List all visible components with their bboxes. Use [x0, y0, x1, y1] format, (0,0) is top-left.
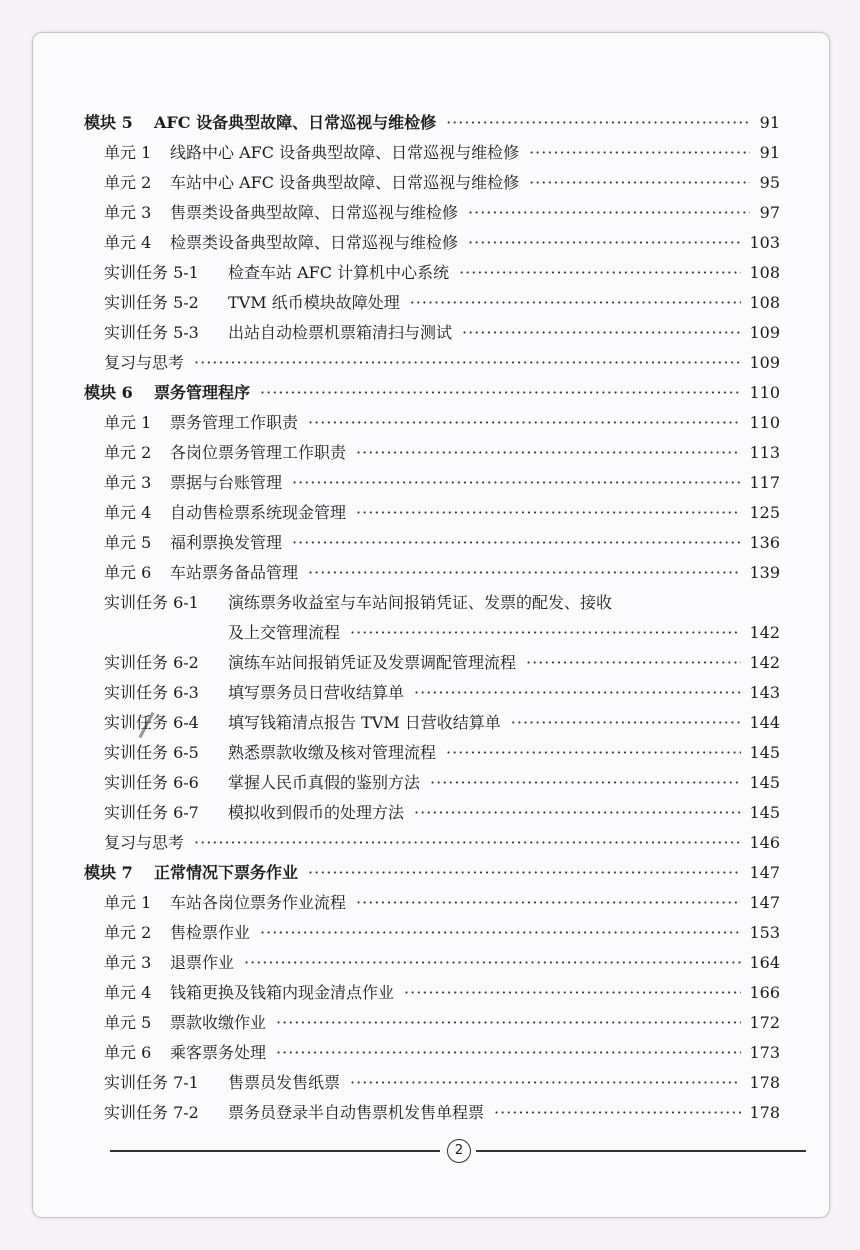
toc-entry[interactable] [84, 438, 780, 468]
toc-entry-label: 实训任务 6-6 [104, 773, 199, 792]
toc-page-number: 110 [749, 383, 780, 402]
toc-entry-label: 单元 2 [104, 173, 152, 192]
leader-dots [430, 768, 741, 798]
toc-entry-title: 票务员登录半自动售票机发售单程票 [228, 1103, 485, 1122]
toc-page-number: 145 [749, 743, 780, 762]
toc-page-number: 136 [749, 533, 780, 552]
leader-dots [194, 828, 741, 858]
leader-dots [350, 1068, 741, 1098]
toc-entry[interactable] [84, 588, 780, 618]
toc-entry-title: 售检票作业 [170, 923, 251, 942]
toc-entry[interactable] [84, 258, 780, 288]
toc-entry-title: 检票类设备典型故障、日常巡视与维检修 [170, 233, 459, 252]
toc-entry-title: 自动售检票系统现金管理 [170, 503, 347, 522]
toc-module-entry[interactable] [84, 108, 780, 138]
toc-entry[interactable] [84, 1068, 780, 1098]
toc-page-number: 103 [749, 233, 780, 252]
leader-dots [308, 858, 741, 888]
toc-entry[interactable] [84, 198, 780, 228]
toc-entry-label: 单元 4 [104, 983, 152, 1002]
toc-entry[interactable] [84, 468, 780, 498]
toc-page-number: 166 [749, 983, 780, 1002]
toc-page-number: 147 [749, 863, 780, 882]
leader-dots [276, 1008, 741, 1038]
toc-entry-label: 单元 4 [104, 233, 152, 252]
toc-entry-title: AFC 设备典型故障、日常巡视与维检修 [154, 113, 437, 132]
toc-entry-label: 实训任务 6-5 [104, 743, 199, 762]
leader-dots [529, 138, 750, 168]
page-footer [110, 1143, 806, 1158]
toc-entry[interactable] [84, 648, 780, 678]
toc-entry-title: 正常情况下票务作业 [154, 863, 299, 882]
toc-page-number: 91 [759, 113, 780, 132]
leader-dots [260, 918, 741, 948]
toc-entry-label: 单元 6 [104, 1043, 152, 1062]
toc-entry[interactable] [84, 348, 780, 378]
table-of-contents [84, 108, 780, 1128]
toc-entry-label: 实训任务 6-1 [104, 593, 199, 612]
toc-entry-title: 票款收缴作业 [170, 1013, 267, 1032]
toc-page-number: 164 [749, 953, 780, 972]
toc-entry[interactable] [84, 918, 780, 948]
toc-entry-label: 单元 5 [104, 1013, 152, 1032]
toc-page-number: 113 [749, 443, 780, 462]
toc-entry-label: 单元 4 [104, 503, 152, 522]
toc-page-number: 145 [749, 803, 780, 822]
toc-page-number: 145 [749, 773, 780, 792]
leader-dots [404, 978, 741, 1008]
leader-dots [194, 348, 741, 378]
toc-entry-title: 出站自动检票机票箱清扫与测试 [228, 323, 453, 342]
toc-entry-label: 模块 5 [84, 113, 133, 132]
leader-dots [446, 108, 750, 138]
toc-page-number: 97 [759, 203, 780, 222]
toc-entry-label: 单元 6 [104, 563, 152, 582]
toc-page-number: 153 [749, 923, 780, 942]
toc-page-number: 95 [759, 173, 780, 192]
toc-entry-label: 单元 3 [104, 953, 152, 972]
toc-entry-label: 实训任务 6-2 [104, 653, 199, 672]
toc-page-number: 143 [749, 683, 780, 702]
toc-entry-title-cont: 及上交管理流程 [228, 623, 341, 642]
toc-entry-label: 实训任务 6-7 [104, 803, 199, 822]
toc-entry-label: 实训任务 5-2 [104, 293, 199, 312]
leader-dots [350, 618, 741, 648]
toc-page-number: 110 [749, 413, 780, 432]
leader-dots [494, 1098, 741, 1128]
toc-entry-label: 实训任务 5-3 [104, 323, 199, 342]
toc-entry-title: 演练票务收益室与车站间报销凭证、发票的配发、接收 [228, 593, 613, 612]
toc-entry-label: 单元 3 [104, 203, 152, 222]
toc-page-number: 117 [749, 473, 780, 492]
toc-module-entry[interactable] [84, 378, 780, 408]
toc-page-number: 146 [749, 833, 780, 852]
toc-entry-title: TVM 纸币模块故障处理 [228, 293, 400, 312]
leader-dots [468, 198, 750, 228]
toc-entry-title: 填写钱箱清点报告 TVM 日营收结算单 [228, 713, 501, 732]
toc-page-number: 172 [749, 1013, 780, 1032]
toc-entry-label: 实训任务 6-4 [104, 713, 199, 732]
toc-entry-label: 实训任务 7-1 [104, 1073, 199, 1092]
toc-entry-title: 线路中心 AFC 设备典型故障、日常巡视与维检修 [170, 143, 520, 162]
toc-entry[interactable] [84, 1038, 780, 1068]
leader-dots [511, 708, 742, 738]
leader-dots [356, 438, 741, 468]
toc-entry[interactable] [84, 978, 780, 1008]
toc-entry-title: 福利票换发管理 [170, 533, 283, 552]
toc-entry[interactable] [84, 498, 780, 528]
leader-dots [276, 1038, 741, 1068]
toc-entry-label: 单元 1 [104, 413, 152, 432]
toc-entry-label: 单元 3 [104, 473, 152, 492]
footer-rule-right [476, 1150, 806, 1152]
toc-entry-title: 票务管理程序 [154, 383, 251, 402]
toc-entry-label: 模块 7 [84, 863, 133, 882]
toc-entry-label: 单元 2 [104, 443, 152, 462]
toc-entry[interactable] [84, 798, 780, 828]
toc-entry-label: 单元 2 [104, 923, 152, 942]
leader-dots [414, 678, 741, 708]
toc-module-entry[interactable] [84, 858, 780, 888]
toc-page-number: 142 [749, 623, 780, 642]
toc-entry-title: 票务管理工作职责 [170, 413, 299, 432]
leader-dots [526, 648, 741, 678]
toc-page-number: 125 [749, 503, 780, 522]
toc-entry[interactable] [84, 138, 780, 168]
toc-entry-title: 车站中心 AFC 设备典型故障、日常巡视与维检修 [170, 173, 520, 192]
toc-entry-label: 模块 6 [84, 383, 133, 402]
toc-entry-label: 复习与思考 [104, 833, 185, 852]
footer-rule-left [110, 1150, 440, 1152]
toc-entry-label: 实训任务 6-3 [104, 683, 199, 702]
toc-page-number: 178 [749, 1103, 780, 1122]
leader-dots [414, 798, 741, 828]
leader-dots [468, 228, 741, 258]
toc-entry-title: 检查车站 AFC 计算机中心系统 [228, 263, 450, 282]
toc-entry-title: 售票类设备典型故障、日常巡视与维检修 [170, 203, 459, 222]
toc-entry[interactable] [84, 228, 780, 258]
toc-page-number: 144 [749, 713, 780, 732]
toc-entry[interactable] [84, 948, 780, 978]
toc-page-number: 108 [749, 293, 780, 312]
toc-entry[interactable] [84, 288, 780, 318]
leader-dots [446, 738, 741, 768]
toc-page-number: 142 [749, 653, 780, 672]
toc-entry-title: 填写票务员日营收结算单 [228, 683, 405, 702]
toc-page-number: 109 [749, 353, 780, 372]
toc-entry-title: 模拟收到假币的处理方法 [228, 803, 405, 822]
toc-entry-label: 实训任务 7-2 [104, 1103, 199, 1122]
toc-entry-label: 复习与思考 [104, 353, 185, 372]
toc-entry-title: 熟悉票款收缴及核对管理流程 [228, 743, 437, 762]
leader-dots [292, 468, 741, 498]
toc-entry-continuation[interactable] [84, 618, 780, 648]
toc-entry[interactable] [84, 768, 780, 798]
toc-page-number: 91 [759, 143, 780, 162]
leader-dots [356, 888, 741, 918]
toc-entry-title: 售票员发售纸票 [228, 1073, 341, 1092]
toc-entry[interactable] [84, 828, 780, 858]
leader-dots [244, 948, 741, 978]
toc-entry-title: 演练车站间报销凭证及发票调配管理流程 [228, 653, 517, 672]
toc-entry[interactable] [84, 738, 780, 768]
leader-dots [356, 498, 741, 528]
toc-entry-label: 单元 5 [104, 533, 152, 552]
toc-entry[interactable] [84, 168, 780, 198]
leader-dots [292, 528, 741, 558]
toc-entry[interactable] [84, 1098, 780, 1128]
leader-dots [410, 288, 742, 318]
toc-entry-title: 掌握人民币真假的鉴别方法 [228, 773, 421, 792]
toc-entry[interactable] [84, 1008, 780, 1038]
leader-dots [459, 258, 741, 288]
toc-page-number: 139 [749, 563, 780, 582]
leader-dots [308, 408, 741, 438]
toc-entry[interactable] [84, 678, 780, 708]
toc-entry[interactable] [84, 318, 780, 348]
toc-entry-title: 钱箱更换及钱箱内现金清点作业 [170, 983, 395, 1002]
toc-entry-label: 实训任务 5-1 [104, 263, 199, 282]
toc-entry-title: 车站票务备品管理 [170, 563, 299, 582]
toc-entry-title: 乘客票务处理 [170, 1043, 267, 1062]
toc-page-number: 109 [749, 323, 780, 342]
toc-entry-title: 票据与台账管理 [170, 473, 283, 492]
leader-dots [462, 318, 741, 348]
toc-entry[interactable] [84, 408, 780, 438]
toc-entry-title: 各岗位票务管理工作职责 [170, 443, 347, 462]
toc-entry-title: 退票作业 [170, 953, 235, 972]
toc-entry[interactable] [84, 888, 780, 918]
page-number: 2 [447, 1139, 471, 1163]
toc-entry-label: 单元 1 [104, 893, 152, 912]
leader-dots [308, 558, 741, 588]
toc-entry[interactable] [84, 708, 780, 738]
toc-page-number: 147 [749, 893, 780, 912]
leader-dots [529, 168, 750, 198]
toc-page-number: 178 [749, 1073, 780, 1092]
toc-page-number: 108 [749, 263, 780, 282]
toc-entry-label: 单元 1 [104, 143, 152, 162]
toc-entry-title: 车站各岗位票务作业流程 [170, 893, 347, 912]
toc-entry[interactable] [84, 528, 780, 558]
toc-entry[interactable] [84, 558, 780, 588]
toc-page-number: 173 [749, 1043, 780, 1062]
leader-dots [260, 378, 741, 408]
